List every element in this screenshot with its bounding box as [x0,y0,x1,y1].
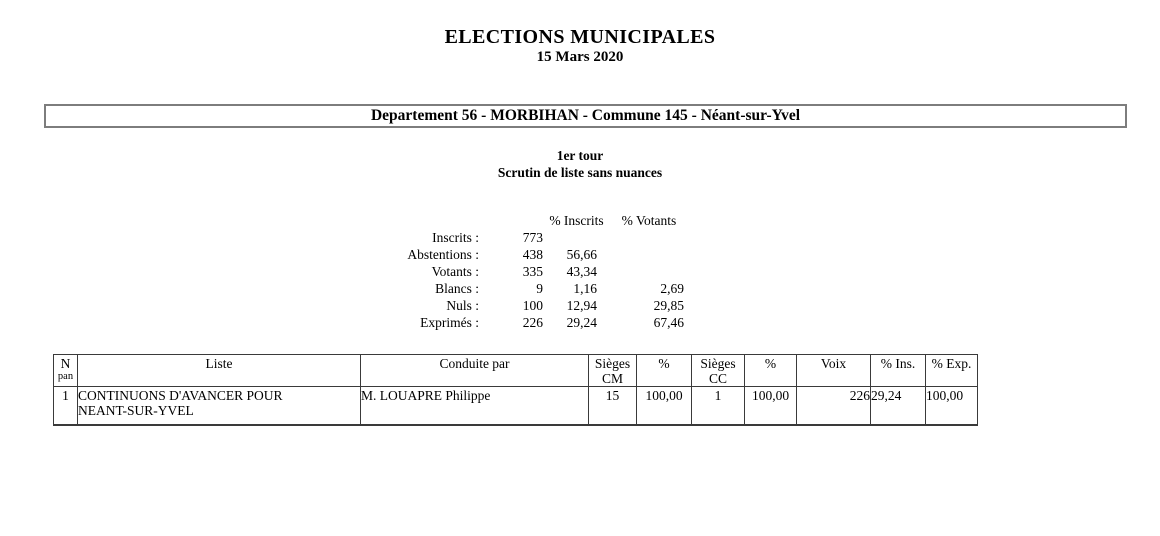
col-header-conduite-par: Conduite par [361,355,589,387]
col-header-sieges-cc-line2: CC [708,371,727,386]
stat-label: Exprimés : [420,315,479,330]
stats-col-header-pct-inscrits: % Inscrits [549,213,604,228]
cell-pct-exp: 100,00 [926,387,978,425]
stats-row-abstentions [344,246,688,263]
stat-pct-inscrits [543,229,610,246]
col-header-pct-exp: % Exp. [926,355,978,387]
stat-pct-inscrits: 1,16 [573,281,597,296]
stat-value: 438 [522,247,543,262]
stat-pct-inscrits: 12,94 [566,298,597,313]
stat-label: Nuls : [446,298,479,313]
stat-pct-votants [610,263,688,280]
stat-pct-votants: 67,46 [653,315,684,330]
stat-label: Inscrits : [432,230,479,245]
cell-sieges-cc: 1 [692,387,745,425]
results-row [54,387,978,425]
participation-stats [344,212,688,331]
cell-conduite-par: M. LOUAPRE Philippe [361,387,589,425]
col-header-pct-ins: % Ins. [871,355,926,387]
region-header-box [44,104,1127,128]
stat-label: Blancs : [435,281,479,296]
title-block [0,26,1160,67]
stat-label: Abstentions : [407,247,479,262]
col-header-sieges-cm [589,355,637,387]
ballot-type-label: Scrutin de liste sans nuances [497,165,663,180]
page-title: ELECTIONS MUNICIPALES [444,26,716,48]
stats-row-exprimes [344,314,688,331]
cell-sieges-cm: 15 [589,387,637,425]
cell-pct-cc: 100,00 [745,387,797,425]
col-header-num-line1: N [60,356,71,371]
stat-pct-votants: 2,69 [660,281,684,296]
stat-pct-votants [610,229,688,246]
round-label: 1er tour [556,148,604,163]
stat-pct-inscrits: 29,24 [566,315,597,330]
stats-col-header-pct-votants: % Votants [621,213,677,228]
results-header-row [54,355,978,387]
stat-value: 335 [522,264,543,279]
col-header-num-line2: pan [57,371,74,382]
stat-label: Votants : [431,264,479,279]
cell-liste-line2: NEANT-SUR-YVEL [78,403,194,418]
cell-liste [78,387,361,425]
cell-pct-cm: 100,00 [637,387,692,425]
stats-header-row [344,212,688,229]
stat-pct-inscrits: 56,66 [566,247,597,262]
col-header-sieges-cm-line1: Sièges [594,356,631,371]
stat-value: 773 [522,230,543,245]
col-header-num [54,355,78,387]
stat-value: 9 [536,281,543,296]
cell-num: 1 [54,387,78,425]
col-header-sieges-cc [692,355,745,387]
stat-pct-votants [610,246,688,263]
region-header-text: Departement 56 - MORBIHAN - Commune 145 - Néant-sur-Yvel [370,107,801,124]
stats-row-votants [344,263,688,280]
stat-value: 226 [522,315,543,330]
col-header-pct-cm: % [637,355,692,387]
round-block [0,147,1160,181]
results-table [53,354,978,426]
col-header-pct-cc: % [745,355,797,387]
stats-row-nuls [344,297,688,314]
col-header-sieges-cc-line1: Sièges [700,356,736,371]
cell-liste-line1: CONTINUONS D'AVANCER POUR [78,388,283,403]
stat-pct-votants: 29,85 [653,298,684,313]
stat-value: 100 [522,298,543,313]
col-header-sieges-cm-line2: CM [601,371,623,386]
election-date: 15 Mars 2020 [536,49,624,65]
cell-pct-ins: 29,24 [871,387,926,425]
col-header-voix: Voix [797,355,871,387]
stat-pct-inscrits: 43,34 [566,264,597,279]
stats-row-blancs [344,280,688,297]
cell-voix: 226 [797,387,871,425]
stats-row-inscrits [344,229,688,246]
col-header-liste: Liste [78,355,361,387]
